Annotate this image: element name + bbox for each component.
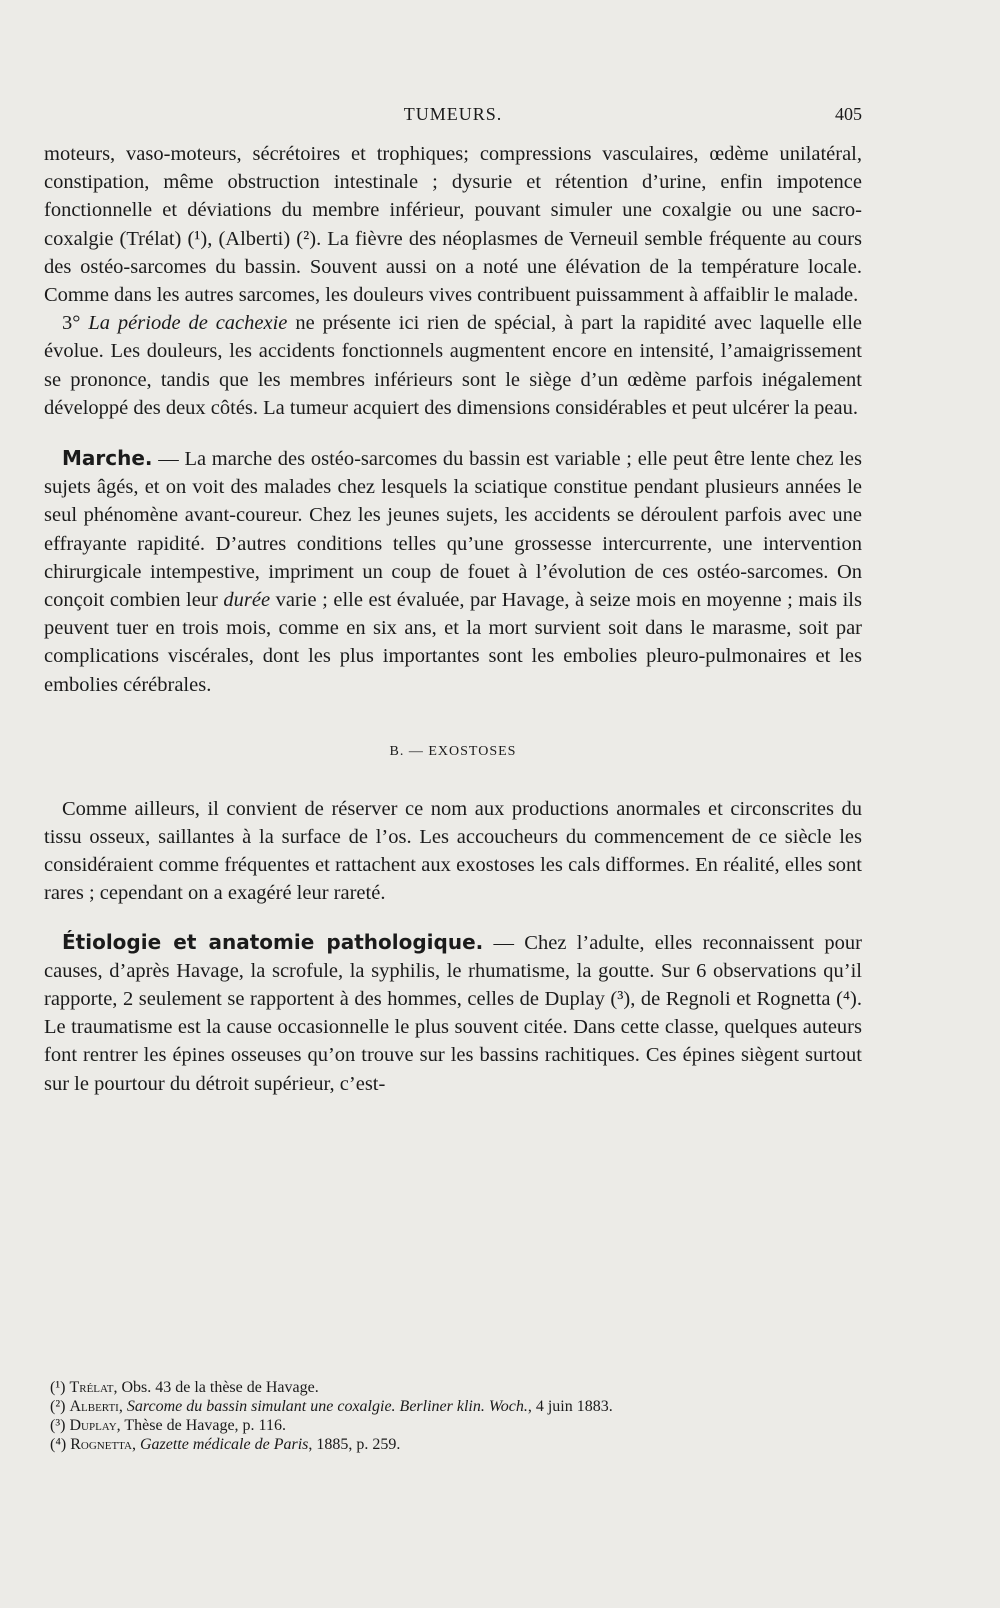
footnote-author: Alberti — [69, 1398, 119, 1415]
footnotes — [50, 1378, 862, 1454]
footnote-mark: (⁴) — [50, 1436, 67, 1453]
paragraph-symptoms: moteurs, vaso-moteurs, sécrétoires et trophiques; compressions vasculaires, œdème unilatéral, constipation, même obstruction intestinale ; dysurie et rétention d’urine, enfin impotence fonctionnelle et déviations du membre inférieur, pouvant simuler une coxalgie ou une sacro-coxalgie (Trélat) (¹), (Alberti) (²). La fièvre des néoplasmes de Verneuil semble fréquente au cours des ostéo-sarcomes du bassin. Souvent aussi on a noté une élévation de la température locale. Comme dans les autres sarcomes, les douleurs vives contribuent puissamment à affaiblir le malade. — [44, 143, 862, 307]
paragraph-marche — [44, 444, 862, 699]
paragraph-body: ne présente ici rien de spécial, à part la rapidité avec laquelle elle évolue. Les douleurs, les accidents fonctionnels augmentent encore en intensité, l’amaigrissement se prononce, tandis que les membres inférieurs sont le siège d’un œdème parfois inégalement développé des deux côtés. La tumeur acquiert des dimensions considérables et peut ulcérer la peau. — [44, 312, 863, 419]
footnote-italic: Gazette médicale de Paris — [139, 1436, 309, 1453]
footnote-text: , Thèse de Havage, p. 116. — [116, 1417, 286, 1434]
run-in-heading-etiologie: Étiologie et anatomie pathologique. — [62, 929, 484, 954]
footnote-text: , 4 juin 1883. — [527, 1398, 613, 1415]
run-in-heading-marche: Marche. — [62, 446, 153, 471]
italic-term: durée — [223, 589, 271, 612]
paragraph-exostoses-intro: Comme ailleurs, il convient de réserver ce nom aux productions anormales et circonscrites du tissu osseux, saillantes à la surface de l’os. Les accoucheurs du commencement de ce siècle les considéraient comme fréquentes et rattachent aux exostoses les cals difformes. En réalité, elles sont rares ; cependant on a exagéré leur rareté. — [44, 797, 862, 905]
footnote — [50, 1397, 862, 1416]
paragraph-body-cont: varie ; elle est évaluée, par Havage, à seize mois en moyenne ; mais ils peuvent tuer en trois mois, comme en six ans, et la mort survient soit dans le marasme, soit par complications viscérales, dont les plus importantes sont les embolies pleuro-pulmonaires et les embolies cérébrales. — [44, 589, 862, 696]
footnote — [50, 1416, 862, 1435]
paragraph-cachexie — [44, 309, 862, 422]
paragraph-number: 3° — [62, 312, 89, 335]
running-title: TUMEURS. — [403, 104, 503, 124]
footnote-sep: , — [131, 1436, 140, 1453]
page-number: 405 — [835, 104, 862, 124]
paragraph-body: — La marche des ostéo-sarcomes du bassin est variable ; elle peut être lente chez les sujets âgés, et on voit des malades chez lesquels la sciatique constitue pendant plusieurs années le seul phénomène avant-coureur. Chez les jeunes sujets, les accidents se déroulent parfois avec une effrayante rapidité. D’autres conditions telles qu’une grossesse intercurrente, une intervention chirurgicale intempestive, impriment un coup de fouet à l’évolution de ces ostéo-sarcomes. On conçoit combien leur — [44, 448, 862, 612]
footnote-italic: Sarcome du bassin simulant une coxalgie. Berliner klin. Woch. — [126, 1398, 528, 1415]
footnote — [50, 1378, 862, 1397]
footnote-mark: (²) — [50, 1398, 66, 1415]
paragraph-body: — Chez l’adulte, elles reconnaissent pour causes, d’après Havage, la scrofule, la syphilis, le rhumatisme, la goutte. Sur 6 observations qu’il rapporte, 2 seulement se rapportent à des hommes, celles de Duplay (³), de Regnoli et Rognetta (⁴). Le traumatisme est la cause occasionnelle le plus souvent citée. Dans cette classe, quelques auteurs font rentrer les épines osseuses qu’on trouve sur les bassins rachitiques. Ces épines siègent surtout sur le pourtour du détroit supérieur, c’est- — [44, 931, 862, 1095]
footnote — [50, 1435, 862, 1454]
footnote-text: , 1885, p. 259. — [308, 1436, 401, 1453]
italic-term: La période de cachexie — [88, 312, 288, 335]
main-text — [44, 140, 862, 1098]
footnote-author: Rognetta — [70, 1436, 132, 1453]
footnote-author: Trélat — [69, 1379, 114, 1396]
running-head — [44, 104, 862, 130]
footnote-author: Duplay — [69, 1417, 117, 1434]
footnote-mark: (¹) — [50, 1379, 66, 1396]
footnote-mark: (³) — [50, 1417, 66, 1434]
footnote-sep: , — [118, 1398, 127, 1415]
footnote-text: , Obs. 43 de la thèse de Havage. — [113, 1379, 319, 1396]
section-title: B. — EXOSTOSES — [389, 743, 517, 759]
paragraph-etiologie — [44, 928, 862, 1098]
